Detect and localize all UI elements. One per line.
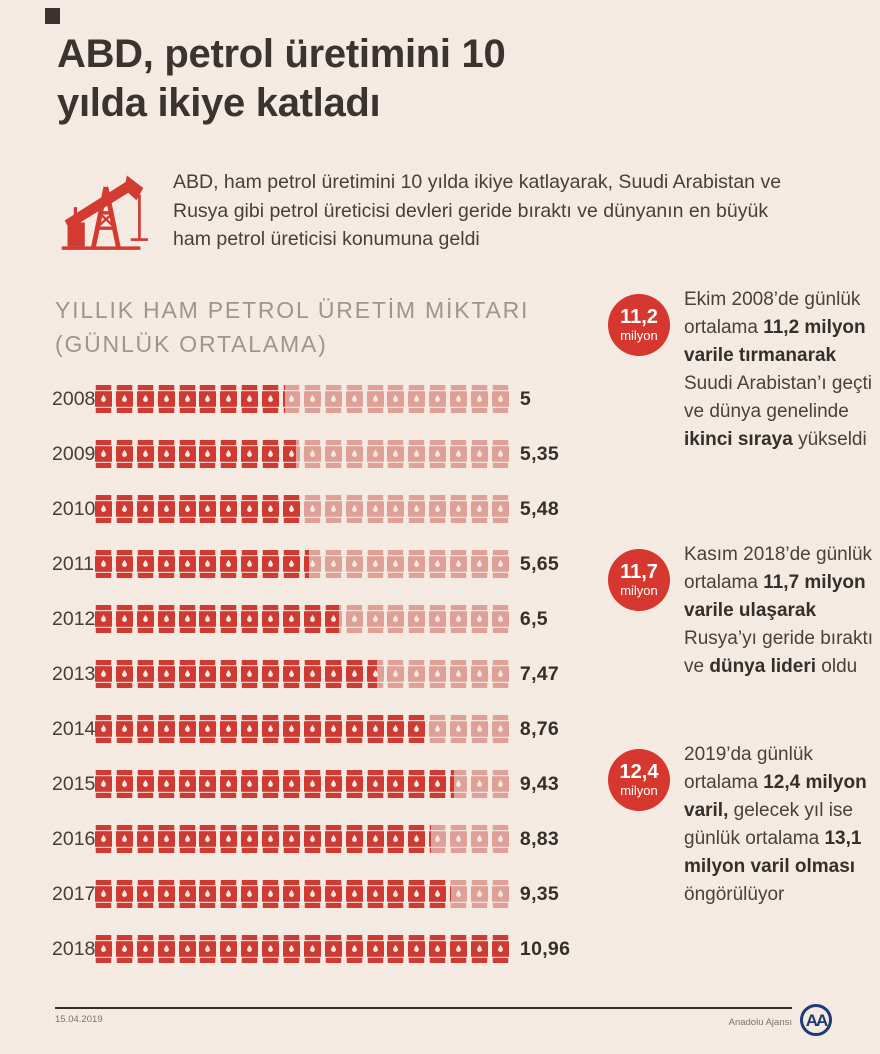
barrel-icon — [492, 825, 509, 853]
barrel-icon — [408, 550, 425, 578]
barrel-icon — [116, 440, 133, 468]
barrel-icon — [220, 440, 237, 468]
barrel-icon — [450, 385, 467, 413]
year-label: 2016 — [52, 827, 96, 850]
barrel-icon — [220, 715, 237, 743]
barrel-icon — [367, 715, 384, 743]
barrel-icon — [304, 880, 321, 908]
barrel-icon — [304, 770, 321, 798]
value-label: 5,48 — [519, 497, 560, 520]
svg-text:AA: AA — [805, 1011, 827, 1030]
barrel-track — [95, 605, 509, 633]
barrel-icon — [199, 935, 216, 963]
barrel-icon — [220, 550, 237, 578]
barrel-track — [95, 660, 509, 688]
chart-title-line2: (GÜNLÜK ORTALAMA) — [55, 331, 328, 357]
barrel-icon — [387, 935, 404, 963]
year-label: 2008 — [52, 387, 96, 410]
badge-unit: milyon — [620, 328, 658, 343]
barrel-icon — [325, 715, 342, 743]
barrel-icon — [283, 660, 300, 688]
barrel-icon — [137, 605, 154, 633]
barrel-icon — [450, 495, 467, 523]
barrel-icon — [179, 880, 196, 908]
barrel-icon — [241, 495, 258, 523]
barrel-icon — [325, 880, 342, 908]
barrel-icon — [137, 495, 154, 523]
barrel-icon — [95, 385, 112, 413]
barrel-icon — [262, 770, 279, 798]
barrel-icon — [199, 550, 216, 578]
barrel-icon — [241, 825, 258, 853]
barrel-icon — [241, 770, 258, 798]
chart-row — [52, 605, 570, 633]
barrel-icon — [116, 495, 133, 523]
barrel-icon — [304, 495, 321, 523]
page-title — [57, 30, 505, 128]
intro-text: ABD, ham petrol üretimini 10 yılda ikiye katlayarak, Suudi Arabistan ve Rusya gibi petrol üreticisi devleri geride bıraktı ve dünyanın en büyük ham petrol üreticisi konumuna geldi — [173, 171, 782, 250]
barrel-icon — [471, 385, 488, 413]
page-title-line2: yılda ikiye katladı — [57, 81, 381, 125]
barrel-icon — [492, 440, 509, 468]
barrel-icon — [241, 935, 258, 963]
barrel-icon — [262, 605, 279, 633]
barrel-icon — [492, 495, 509, 523]
barrel-icon — [262, 385, 279, 413]
barrel-icon — [450, 715, 467, 743]
value-label: 8,76 — [519, 717, 560, 740]
barrel-icon — [367, 550, 384, 578]
barrel-track — [95, 935, 509, 963]
barrel-icon — [325, 825, 342, 853]
barrel-icon — [137, 935, 154, 963]
barrel-icon — [492, 715, 509, 743]
barrel-icon — [241, 605, 258, 633]
chart-row — [52, 660, 570, 688]
barrel-icon — [137, 385, 154, 413]
barrel-icon — [346, 825, 363, 853]
barrel-icon — [367, 385, 384, 413]
barrel-track — [95, 495, 509, 523]
chart-row — [52, 770, 570, 798]
value-label: 6,5 — [519, 607, 548, 630]
barrel-icon — [429, 495, 446, 523]
barrel-icon — [346, 550, 363, 578]
barrel-icon — [95, 495, 112, 523]
barrel-icon — [450, 825, 467, 853]
barrel-icon — [137, 715, 154, 743]
barrel-icon — [179, 495, 196, 523]
barrel-icon — [95, 660, 112, 688]
year-label: 2015 — [52, 772, 96, 795]
barrel-icon — [471, 770, 488, 798]
barrel-icon — [283, 770, 300, 798]
barrel-track — [95, 440, 509, 468]
chart-row — [52, 880, 570, 908]
footer-divider — [55, 1007, 792, 1009]
barrel-icon — [220, 825, 237, 853]
barrel-icon — [95, 550, 112, 578]
barrel-icon — [304, 935, 321, 963]
barrel-icon — [262, 660, 279, 688]
barrel-icon — [262, 550, 279, 578]
barrel-icon — [408, 495, 425, 523]
barrel-icon — [158, 440, 175, 468]
value-label: 9,35 — [519, 882, 560, 905]
barrel-icon — [116, 935, 133, 963]
badge-11-7-milyon — [608, 549, 670, 611]
barrel-icon — [387, 660, 404, 688]
barrel-icon — [367, 495, 384, 523]
barrel-icon — [429, 715, 446, 743]
barrel-icon — [179, 660, 196, 688]
barrel-icon — [471, 660, 488, 688]
barrel-icon — [179, 440, 196, 468]
footer-date: 15.04.2019 — [55, 1014, 103, 1025]
barrel-track — [95, 880, 509, 908]
year-label: 2010 — [52, 497, 96, 520]
barrel-icon — [408, 935, 425, 963]
year-label: 2013 — [52, 662, 96, 685]
value-label: 7,47 — [519, 662, 560, 685]
badge-value: 12,4 — [619, 761, 659, 783]
pumpjack-icon — [57, 164, 149, 256]
value-label: 5,65 — [519, 552, 560, 575]
barrel-icon — [137, 880, 154, 908]
barrel-icon — [450, 660, 467, 688]
barrel-track — [95, 825, 509, 853]
barrel-icon — [492, 385, 509, 413]
chart-row — [52, 495, 570, 523]
barrel-icon — [283, 495, 300, 523]
value-label: 5 — [519, 387, 532, 410]
barrel-icon — [220, 385, 237, 413]
barrel-icon — [158, 605, 175, 633]
barrel-icon — [179, 935, 196, 963]
barrel-icon — [199, 660, 216, 688]
barrel-icon — [346, 605, 363, 633]
barrel-icon — [346, 495, 363, 523]
barrel-icon — [367, 440, 384, 468]
barrel-icon — [158, 880, 175, 908]
barrel-icon — [220, 770, 237, 798]
barrel-track — [95, 550, 509, 578]
barrel-icon — [429, 605, 446, 633]
barrel-icon — [429, 825, 446, 853]
barrel-icon — [241, 880, 258, 908]
barrel-icon — [387, 715, 404, 743]
barrel-icon — [199, 825, 216, 853]
barrel-icon — [283, 605, 300, 633]
barrel-icon — [95, 770, 112, 798]
barrel-icon — [241, 550, 258, 578]
barrel-icon — [429, 935, 446, 963]
barrel-icon — [367, 770, 384, 798]
barrel-icon — [450, 550, 467, 578]
barrel-icon — [450, 880, 467, 908]
barrel-icon — [220, 495, 237, 523]
barrel-icon — [367, 880, 384, 908]
page-title-line1: ABD, petrol üretimini 10 — [57, 32, 506, 76]
barrel-icon — [220, 880, 237, 908]
barrel-icon — [471, 605, 488, 633]
barrel-icon — [116, 550, 133, 578]
barrel-icon — [220, 935, 237, 963]
barrel-icon — [471, 715, 488, 743]
barrel-icon — [199, 770, 216, 798]
barrel-icon — [116, 660, 133, 688]
barrel-icon — [158, 550, 175, 578]
barrel-icon — [179, 825, 196, 853]
barrel-icon — [492, 770, 509, 798]
barrel-icon — [450, 605, 467, 633]
barrel-track — [95, 770, 509, 798]
value-label: 10,96 — [519, 937, 571, 960]
barrel-icon — [471, 935, 488, 963]
barrel-icon — [262, 440, 279, 468]
barrel-icon — [158, 770, 175, 798]
year-label: 2018 — [52, 937, 96, 960]
fact-2018-leader — [608, 545, 876, 681]
footer-credit: Anadolu Ajansı — [728, 1017, 792, 1028]
badge-unit: milyon — [620, 583, 658, 598]
year-label: 2014 — [52, 717, 96, 740]
barrel-icon — [429, 660, 446, 688]
barrel-icon — [179, 605, 196, 633]
barrel-icon — [387, 550, 404, 578]
barrel-icon — [262, 880, 279, 908]
barrel-icon — [95, 935, 112, 963]
barrel-icon — [367, 935, 384, 963]
barrel-icon — [283, 385, 300, 413]
barrel-icon — [199, 880, 216, 908]
year-label: 2011 — [52, 552, 94, 575]
barrel-icon — [116, 770, 133, 798]
barrel-icon — [116, 715, 133, 743]
barrel-icon — [179, 770, 196, 798]
barrel-icon — [325, 770, 342, 798]
barrel-icon — [346, 440, 363, 468]
value-label: 8,83 — [519, 827, 560, 850]
barrel-icon — [304, 385, 321, 413]
chart-row — [52, 550, 570, 578]
barrel-icon — [471, 440, 488, 468]
fact-text: Ekim 2008’de günlük ortalama 11,2 milyon varile tırmanarak Suudi Arabistan’ı geçti ve dünya genelinde ikinci sıraya yükseldi — [684, 289, 873, 450]
barrel-icon — [325, 495, 342, 523]
barrel-icon — [325, 605, 342, 633]
barrel-icon — [492, 880, 509, 908]
barrel-icon — [283, 550, 300, 578]
barrel-icon — [408, 385, 425, 413]
barrel-icon — [262, 825, 279, 853]
barrel-icon — [116, 605, 133, 633]
barrel-icon — [95, 825, 112, 853]
year-label: 2012 — [52, 607, 96, 630]
barrel-icon — [471, 550, 488, 578]
barrel-icon — [283, 715, 300, 743]
barrel-icon — [367, 825, 384, 853]
value-label: 9,43 — [519, 772, 560, 795]
barrel-icon — [325, 550, 342, 578]
barrel-icon — [387, 825, 404, 853]
chart-row — [52, 825, 570, 853]
corner-mark — [45, 8, 60, 24]
barrel-icon — [199, 495, 216, 523]
badge-unit: milyon — [620, 783, 658, 798]
barrel-icon — [220, 605, 237, 633]
year-label: 2009 — [52, 442, 96, 465]
barrel-icon — [450, 935, 467, 963]
barrel-icon — [471, 880, 488, 908]
barrel-icon — [325, 385, 342, 413]
barrel-icon — [492, 550, 509, 578]
barrel-icon — [137, 825, 154, 853]
barrel-icon — [408, 660, 425, 688]
barrel-icon — [179, 550, 196, 578]
barrel-icon — [158, 825, 175, 853]
barrel-icon — [262, 495, 279, 523]
value-label: 5,35 — [519, 442, 560, 465]
barrel-icon — [158, 495, 175, 523]
barrel-icon — [387, 495, 404, 523]
barrel-icon — [346, 935, 363, 963]
barrel-icon — [408, 770, 425, 798]
barrel-icon — [367, 605, 384, 633]
barrel-icon — [95, 440, 112, 468]
chart-title — [55, 293, 529, 361]
fact-text: 2019’da günlük ortalama 12,4 milyon varil, gelecek yıl ise günlük ortalama 13,1 milyon varil olması öngörülüyor — [684, 744, 867, 905]
barrel-icon — [241, 715, 258, 743]
barrel-icon — [450, 440, 467, 468]
chart-row — [52, 715, 570, 743]
barrel-icon — [158, 660, 175, 688]
barrel-icon — [262, 935, 279, 963]
barrel-icon — [241, 660, 258, 688]
barrel-icon — [283, 440, 300, 468]
barrel-icon — [137, 550, 154, 578]
barrel-icon — [346, 660, 363, 688]
barrel-icon — [95, 605, 112, 633]
chart-row — [52, 440, 570, 468]
barrel-icon — [116, 825, 133, 853]
barrel-icon — [325, 935, 342, 963]
chart-row — [52, 935, 570, 963]
barrel-icon — [262, 715, 279, 743]
barrel-icon — [471, 495, 488, 523]
barrel-icon — [304, 605, 321, 633]
barrel-icon — [304, 440, 321, 468]
barrel-icon — [304, 715, 321, 743]
badge-value: 11,2 — [620, 306, 658, 328]
barrel-icon — [387, 880, 404, 908]
barrel-icon — [408, 440, 425, 468]
barrel-icon — [158, 715, 175, 743]
barrel-icon — [450, 770, 467, 798]
barrel-icon — [199, 605, 216, 633]
barrel-icon — [346, 715, 363, 743]
barrel-icon — [471, 825, 488, 853]
barrel-icon — [429, 770, 446, 798]
badge-11-2-milyon — [608, 294, 670, 356]
fact-text: Kasım 2018’de günlük ortalama 11,7 milyon varile ulaşarak Rusya’yı geride bıraktı ve dünya lideri oldu — [684, 544, 874, 677]
barrel-icon — [116, 385, 133, 413]
barrel-icon — [325, 660, 342, 688]
barrel-icon — [408, 880, 425, 908]
barrel-icon — [387, 385, 404, 413]
badge-12-4-milyon — [608, 749, 670, 811]
barrel-icon — [179, 715, 196, 743]
barrel-icon — [137, 440, 154, 468]
barrel-icon — [199, 715, 216, 743]
barrel-icon — [408, 605, 425, 633]
barrel-icon — [241, 440, 258, 468]
barrel-icon — [346, 770, 363, 798]
barrel-icon — [429, 440, 446, 468]
barrel-icon — [304, 825, 321, 853]
barrel-icon — [137, 660, 154, 688]
barrel-icon — [429, 880, 446, 908]
barrel-icon — [408, 715, 425, 743]
barrel-icon — [387, 770, 404, 798]
fact-2019-forecast — [608, 745, 876, 909]
barrel-icon — [492, 935, 509, 963]
barrel-icon — [387, 605, 404, 633]
chart-row — [52, 385, 570, 413]
barrel-icon — [283, 935, 300, 963]
year-label: 2017 — [52, 882, 96, 905]
barrel-icon — [387, 440, 404, 468]
barrel-icon — [179, 385, 196, 413]
barrel-icon — [346, 880, 363, 908]
barrel-icon — [283, 880, 300, 908]
barrel-icon — [199, 440, 216, 468]
barrel-icon — [220, 660, 237, 688]
fact-2008-peak — [608, 290, 876, 454]
barrel-icon — [158, 935, 175, 963]
barrel-icon — [408, 825, 425, 853]
barrel-icon — [492, 605, 509, 633]
barrel-icon — [95, 715, 112, 743]
barrel-icon — [304, 550, 321, 578]
barrel-track — [95, 715, 509, 743]
barrel-icon — [429, 385, 446, 413]
barrel-icon — [325, 440, 342, 468]
barrel-icon — [116, 880, 133, 908]
intro-section — [57, 164, 798, 256]
chart-rows — [52, 385, 570, 990]
barrel-track — [95, 385, 509, 413]
barrel-icon — [95, 880, 112, 908]
barrel-icon — [346, 385, 363, 413]
chart-title-line1: YILLIK HAM PETROL ÜRETİM MİKTARI — [55, 297, 530, 323]
barrel-icon — [283, 825, 300, 853]
barrel-icon — [367, 660, 384, 688]
anadolu-agency-logo-icon — [798, 1002, 834, 1038]
barrel-icon — [492, 660, 509, 688]
barrel-icon — [241, 385, 258, 413]
barrel-icon — [158, 385, 175, 413]
barrel-icon — [199, 385, 216, 413]
barrel-icon — [304, 660, 321, 688]
barrel-icon — [429, 550, 446, 578]
badge-value: 11,7 — [620, 561, 658, 583]
barrel-icon — [137, 770, 154, 798]
